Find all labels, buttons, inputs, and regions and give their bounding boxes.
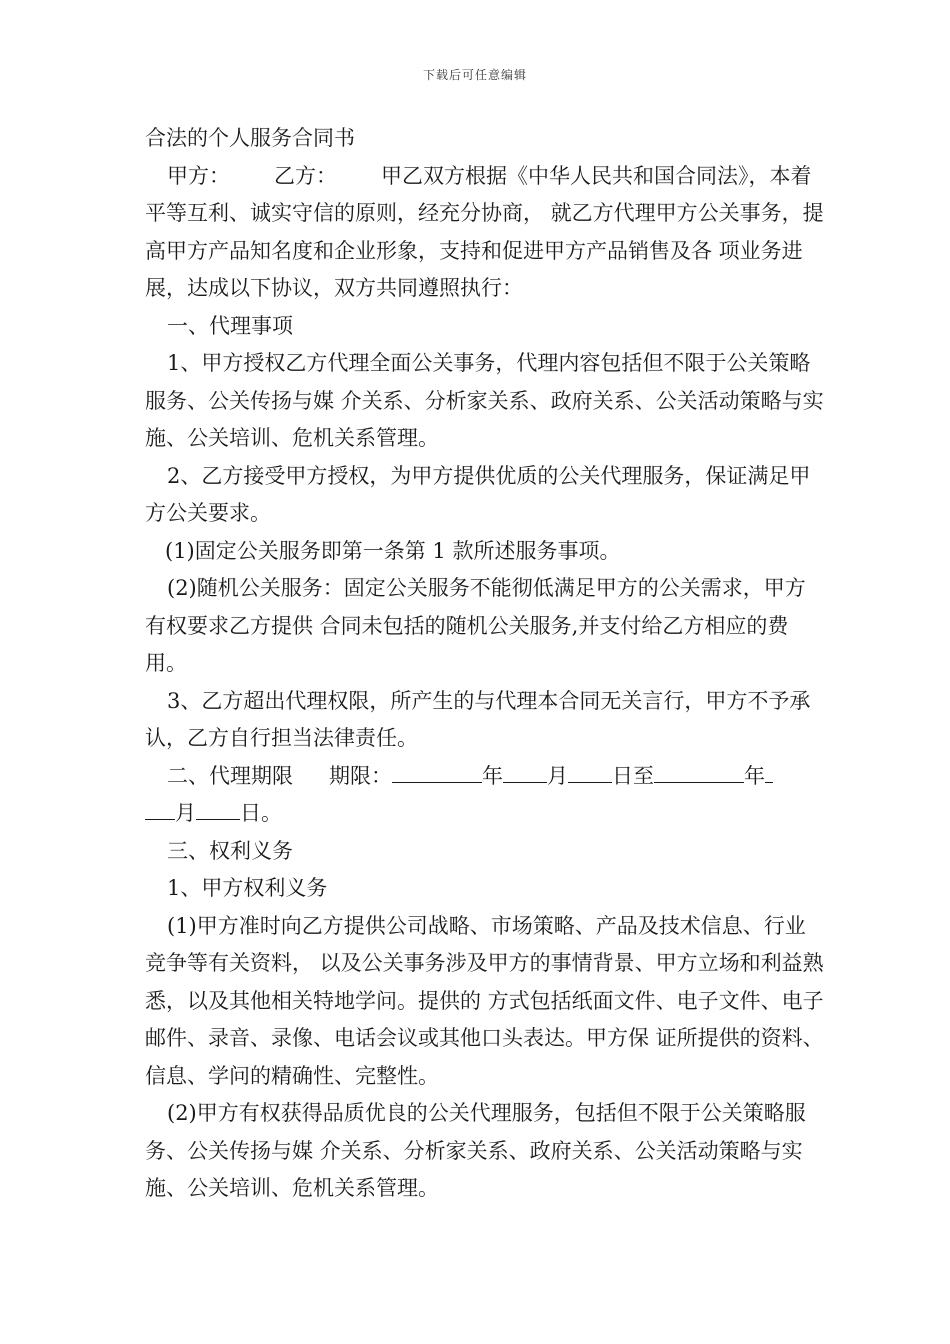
end-month-blank-lead	[765, 760, 773, 783]
start-year-blank	[392, 760, 482, 783]
section-1-item-2-sub-2: (2)随机公关服务：固定公关服务不能彻低满足甲方的公关需求，甲方有权要求乙方提供 合同未包括的随机公关服务,并支付给乙方相应的费用。	[145, 576, 806, 675]
document-title: 合法的个人服务合同书	[145, 126, 355, 150]
section-3-item-1: (1)甲方准时向乙方提供公司战略、市场策略、产品及技术信息、行业竞争等有关资料， 以及公关事务涉及甲方的事情背景、甲方立场和利益熟悉，以及其他相关特地学问。提供的 方式包括纸面文件、电子文件、电子邮件、录音、录像、电话会议或其他口头表达。甲方保 证所提供的资料、信息、学问的精确性、完整性。	[145, 913, 824, 1088]
end-month-blank	[145, 797, 175, 820]
unit-month-2: 月	[175, 801, 196, 825]
section-1-item-2: 2、乙方接受甲方授权，为甲方提供优质的公关代理服务，保证满足甲方公关要求。	[145, 463, 811, 525]
section-2-term-line	[145, 758, 825, 833]
page-header-note: 下载后可任意编辑	[422, 68, 527, 82]
intro-paragraph	[145, 158, 825, 308]
unit-month-1: 月	[547, 763, 568, 788]
section-1-title: 一、代理事项	[167, 313, 293, 338]
unit-day-to: 日至	[612, 763, 654, 788]
party-b-label: 乙方：	[274, 163, 337, 188]
unit-year-1: 年	[482, 763, 503, 788]
end-year-blank	[654, 760, 744, 783]
section-1-item-3: 3、乙方超出代理权限，所产生的与代理本合同无关言行，甲方不予承认，乙方自行担当法律责任。	[145, 688, 811, 750]
end-day-blank	[196, 797, 240, 820]
party-a-label: 甲方：	[167, 163, 230, 188]
section-3-title: 三、权利义务	[167, 838, 293, 863]
term-label: 期限：	[329, 763, 392, 788]
section-3-item-2: (2)甲方有权获得品质优良的公关代理服务，包括但不限于公关策略服务、公关传扬与媒 介关系、分析家关系、政府关系、公关活动策略与实施、公关培训、危机关系管理。	[145, 1101, 806, 1200]
section-1-item-2-sub-1: (1)固定公关服务即第一条第 1 款所述服务事项。	[165, 538, 621, 563]
unit-day-end: 日。	[240, 801, 282, 825]
section-3-sub-1-title: 1、甲方权利义务	[167, 876, 328, 900]
start-month-blank	[503, 760, 547, 783]
document-body	[145, 120, 825, 1208]
section-2-title: 二、代理期限	[167, 763, 293, 788]
section-1-item-1: 1、甲方授权乙方代理全面公关事务，代理内容包括但不限于公关策略服务、公关传扬与媒 介关系、分析家关系、政府关系、公关活动策略与实施、公关培训、危机关系管理。	[145, 351, 824, 450]
unit-year-2: 年	[744, 763, 765, 788]
start-day-blank	[568, 760, 612, 783]
intro-text: 甲乙双方根据《中华人民共和国合同法》，本着平等互利、诚实守信的原则，经充分协商， 就乙方代理甲方公关事务，提高甲方产品知名度和企业形象，支持和促进甲方产品销售及各 项业务进展，达成以下协议，双方共同遵照执行：	[145, 163, 824, 300]
